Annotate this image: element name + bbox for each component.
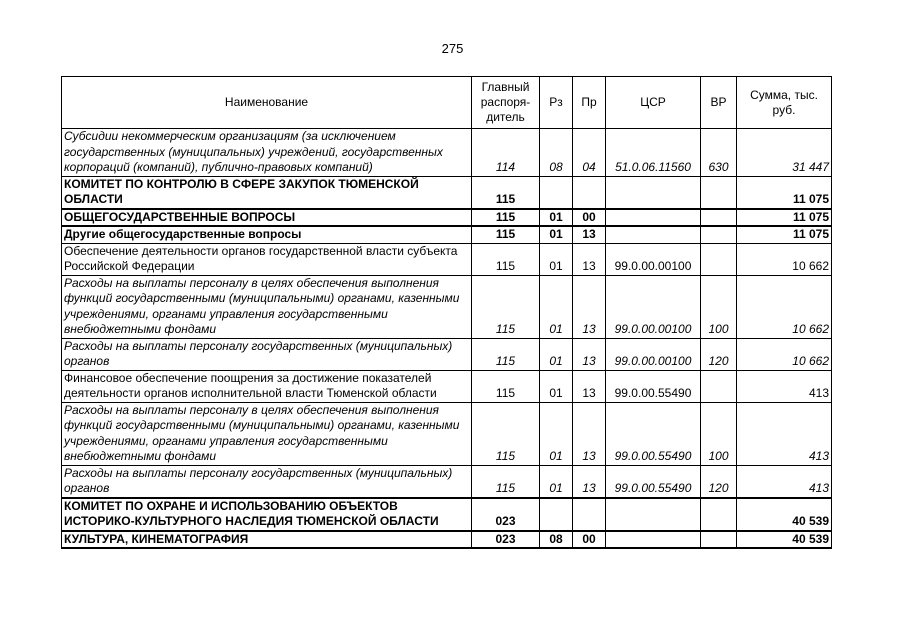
cell-sum: 11 075 [737, 176, 832, 209]
table-row [62, 531, 832, 549]
cell-rz: 01 [540, 275, 573, 338]
cell-name: Расходы на выплаты персоналу в целях обеспечения выполнения функций государственными (муниципальными) органами, казенными учреждениями, органами управления государственными внебюджетными фондами [62, 275, 472, 338]
cell-csr: 99.0.00.55490 [606, 465, 701, 498]
cell-sum: 40 539 [737, 498, 832, 531]
cell-rz: 01 [540, 370, 573, 402]
budget-table [61, 76, 832, 549]
cell-csr: 99.0.00.55490 [606, 370, 701, 402]
cell-name: КОМИТЕТ ПО КОНТРОЛЮ В СФЕРЕ ЗАКУПОК ТЮМЕНСКОЙ ОБЛАСТИ [62, 176, 472, 209]
cell-rz: 01 [540, 338, 573, 370]
cell-name: КУЛЬТУРА, КИНЕМАТОГРАФИЯ [62, 531, 472, 549]
cell-pr: 00 [573, 531, 606, 549]
cell-vr [701, 209, 737, 227]
cell-vr [701, 531, 737, 549]
cell-sum: 413 [737, 402, 832, 465]
cell-rz: 01 [540, 226, 573, 243]
header-sum: Сумма, тыс. руб. [737, 77, 832, 129]
cell-csr: 99.0.00.00100 [606, 243, 701, 275]
table-row [62, 129, 832, 177]
cell-vr [701, 226, 737, 243]
cell-sum: 10 662 [737, 275, 832, 338]
cell-rz [540, 498, 573, 531]
cell-admin: 023 [472, 531, 540, 549]
cell-rz: 01 [540, 402, 573, 465]
cell-name: Другие общегосударственные вопросы [62, 226, 472, 243]
cell-name: ОБЩЕГОСУДАРСТВЕННЫЕ ВОПРОСЫ [62, 209, 472, 227]
cell-name: Расходы на выплаты персоналу государственных (муниципальных) органов [62, 338, 472, 370]
cell-vr: 100 [701, 275, 737, 338]
cell-pr: 00 [573, 209, 606, 227]
table-row [62, 226, 832, 243]
header-pr: Пр [573, 77, 606, 129]
cell-rz [540, 176, 573, 209]
cell-name: Расходы на выплаты персоналу в целях обеспечения выполнения функций государственными (муниципальными) органами, казенными учреждениями, органами управления государственными внебюджетными фондами [62, 402, 472, 465]
cell-admin: 115 [472, 370, 540, 402]
table-row [62, 498, 832, 531]
cell-admin: 114 [472, 129, 540, 177]
header-name: Наименование [62, 77, 472, 129]
cell-csr: 99.0.00.00100 [606, 275, 701, 338]
cell-pr: 13 [573, 243, 606, 275]
cell-pr: 13 [573, 370, 606, 402]
cell-name: КОМИТЕТ ПО ОХРАНЕ И ИСПОЛЬЗОВАНИЮ ОБЪЕКТОВ ИСТОРИКО-КУЛЬТУРНОГО НАСЛЕДИЯ ТЮМЕНСКОЙ ОБЛАСТИ [62, 498, 472, 531]
cell-csr: 99.0.00.00100 [606, 338, 701, 370]
table-row [62, 338, 832, 370]
cell-name: Обеспечение деятельности органов государственной власти субъекта Российской Федерации [62, 243, 472, 275]
cell-vr [701, 498, 737, 531]
table-row [62, 370, 832, 402]
cell-admin: 115 [472, 465, 540, 498]
cell-sum: 31 447 [737, 129, 832, 177]
page-number: 275 [441, 41, 464, 56]
table-row [62, 209, 832, 227]
cell-csr [606, 498, 701, 531]
table-header-row [62, 77, 832, 129]
header-vr: ВР [701, 77, 737, 129]
cell-vr: 100 [701, 402, 737, 465]
cell-pr: 13 [573, 226, 606, 243]
cell-rz: 08 [540, 129, 573, 177]
cell-sum: 413 [737, 465, 832, 498]
cell-pr: 13 [573, 465, 606, 498]
cell-admin: 115 [472, 243, 540, 275]
cell-vr: 630 [701, 129, 737, 177]
cell-admin: 115 [472, 209, 540, 227]
cell-admin: 115 [472, 226, 540, 243]
cell-vr [701, 176, 737, 209]
cell-admin: 023 [472, 498, 540, 531]
cell-sum: 11 075 [737, 226, 832, 243]
header-csr: ЦСР [606, 77, 701, 129]
cell-name: Субсидии некоммерческим организациям (за исключением государственных (муниципальных) учреждений, государственных корпораций (компаний), публично-правовых компаний) [62, 129, 472, 177]
table-row [62, 176, 832, 209]
cell-rz: 01 [540, 465, 573, 498]
cell-vr [701, 370, 737, 402]
table-row [62, 275, 832, 338]
cell-pr: 13 [573, 402, 606, 465]
cell-csr: 99.0.00.55490 [606, 402, 701, 465]
cell-csr [606, 176, 701, 209]
cell-vr: 120 [701, 465, 737, 498]
cell-name: Расходы на выплаты персоналу государственных (муниципальных) органов [62, 465, 472, 498]
cell-pr: 13 [573, 338, 606, 370]
cell-pr: 13 [573, 275, 606, 338]
cell-pr [573, 176, 606, 209]
cell-sum: 413 [737, 370, 832, 402]
cell-csr [606, 531, 701, 549]
cell-admin: 115 [472, 402, 540, 465]
table-row [62, 465, 832, 498]
cell-pr [573, 498, 606, 531]
cell-admin: 115 [472, 338, 540, 370]
cell-name: Финансовое обеспечение поощрения за достижение показателей деятельности органов исполнительной власти Тюменской области [62, 370, 472, 402]
cell-vr [701, 243, 737, 275]
cell-sum: 40 539 [737, 531, 832, 549]
cell-sum: 11 075 [737, 209, 832, 227]
table-row [62, 243, 832, 275]
cell-sum: 10 662 [737, 338, 832, 370]
cell-sum: 10 662 [737, 243, 832, 275]
header-rz: Рз [540, 77, 573, 129]
cell-pr: 04 [573, 129, 606, 177]
cell-csr [606, 226, 701, 243]
header-admin: Главный распоря-дитель [472, 77, 540, 129]
cell-admin: 115 [472, 275, 540, 338]
cell-rz: 01 [540, 243, 573, 275]
cell-rz: 08 [540, 531, 573, 549]
cell-csr: 51.0.06.11560 [606, 129, 701, 177]
cell-rz: 01 [540, 209, 573, 227]
cell-csr [606, 209, 701, 227]
cell-admin: 115 [472, 176, 540, 209]
table-row [62, 402, 832, 465]
cell-vr: 120 [701, 338, 737, 370]
